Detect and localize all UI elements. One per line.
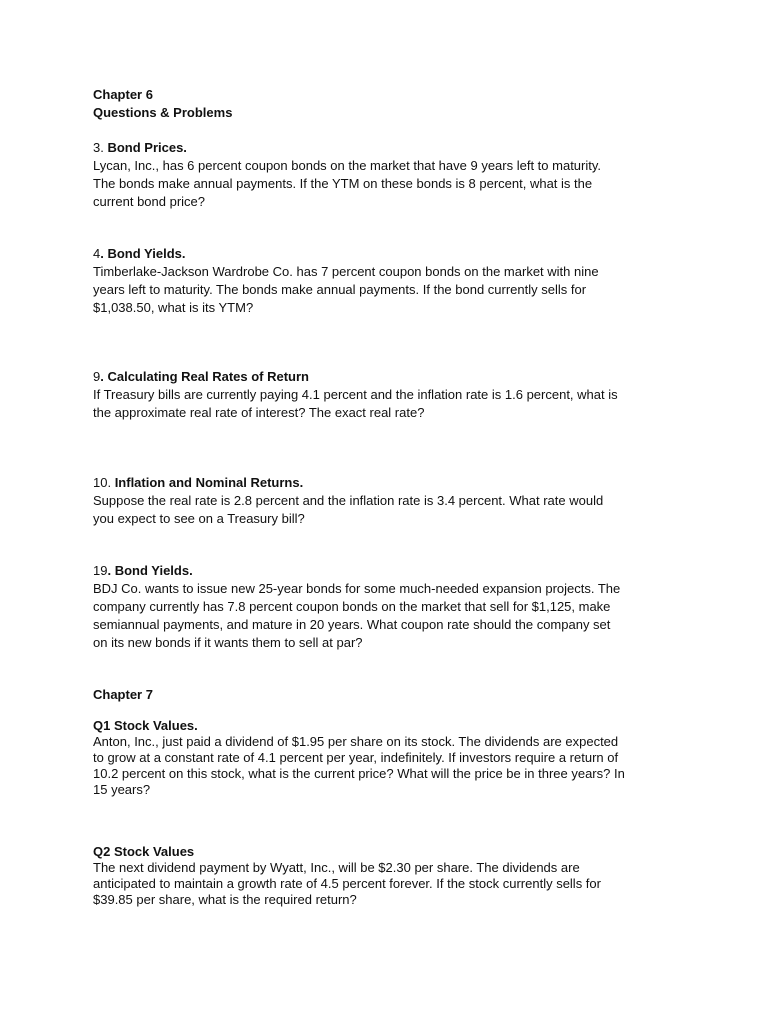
problem-title: . Bond Yields.	[100, 246, 186, 261]
problem-text-line: $1,038.50, what is its YTM?	[93, 300, 254, 315]
chapter-title: Chapter 6	[93, 87, 153, 102]
problem-number: 19	[93, 563, 108, 578]
problem-heading	[93, 139, 693, 157]
question-text-line: 10.2 percent on this stock, what is the current price? What will the price be in three years? In	[93, 766, 625, 781]
question-text-line: to grow at a constant rate of 4.1 percent per year, indefinitely. If investors require a return of	[93, 750, 619, 765]
section-subtitle: Questions & Problems	[93, 105, 233, 120]
question-text-line: 15 years?	[93, 782, 151, 797]
problem-text-line: If Treasury bills are currently paying 4.1 percent and the inflation rate is 1.6 percent, what is	[93, 387, 618, 402]
problem-number: 9	[93, 369, 101, 384]
problem-number: 4	[93, 246, 101, 261]
problem-text-line: years left to maturity. The bonds make annual payments. If the bond currently sells for	[93, 282, 587, 297]
problem-heading	[93, 474, 693, 492]
chapter-6-header	[93, 86, 693, 122]
problem-title: . Bond Yields.	[107, 563, 193, 578]
question-text-line: anticipated to maintain a growth rate of 4.5 percent forever. If the stock currently sells for	[93, 876, 601, 891]
problem-title: Bond Prices.	[103, 140, 187, 155]
problem-heading	[93, 562, 693, 580]
question-title: Q2 Stock Values	[93, 844, 195, 859]
problem-number: 3.	[93, 140, 104, 155]
question-q1	[93, 718, 693, 798]
problem-heading	[93, 245, 693, 263]
problem-text-line: you expect to see on a Treasury bill?	[93, 511, 305, 526]
problem-text-line: Lycan, Inc., has 6 percent coupon bonds on the market that have 9 years left to maturity.	[93, 158, 602, 173]
problem-text-line: Timberlake-Jackson Wardrobe Co. has 7 percent coupon bonds on the market with nine	[93, 264, 599, 279]
problem-title: . Calculating Real Rates of Return	[100, 369, 309, 384]
problem-text-line: BDJ Co. wants to issue new 25-year bonds for some much-needed expansion projects. The	[93, 581, 621, 596]
problem-text-line: on its new bonds if it wants them to sell at par?	[93, 635, 363, 650]
chapter-7-header	[93, 686, 693, 704]
question-text-line: $39.85 per share, what is the required return?	[93, 892, 357, 907]
question-title: Q1 Stock Values.	[93, 718, 198, 733]
problem-3	[93, 139, 693, 211]
problem-9	[93, 368, 693, 422]
problem-heading	[93, 368, 693, 386]
question-q2	[93, 844, 693, 908]
problem-19	[93, 562, 693, 652]
problem-text-line: semiannual payments, and mature in 20 years. What coupon rate should the company set	[93, 617, 611, 632]
problem-text-line: company currently has 7.8 percent coupon bonds on the market that sell for $1,125, make	[93, 599, 611, 614]
problem-number: 10.	[93, 475, 112, 490]
problem-text-line: current bond price?	[93, 194, 206, 209]
question-text-line: Anton, Inc., just paid a dividend of $1.95 per share on its stock. The dividends are expected	[93, 734, 619, 749]
problem-text-line: the approximate real rate of interest? The exact real rate?	[93, 405, 425, 420]
problem-title: Inflation and Nominal Returns.	[111, 475, 304, 490]
problem-text-line: The bonds make annual payments. If the YTM on these bonds is 8 percent, what is the	[93, 176, 593, 191]
problem-4	[93, 245, 693, 317]
chapter-title: Chapter 7	[93, 687, 153, 702]
problem-text-line: Suppose the real rate is 2.8 percent and the inflation rate is 3.4 percent. What rate would	[93, 493, 604, 508]
question-text-line: The next dividend payment by Wyatt, Inc., will be $2.30 per share. The dividends are	[93, 860, 580, 875]
problem-10	[93, 474, 693, 528]
